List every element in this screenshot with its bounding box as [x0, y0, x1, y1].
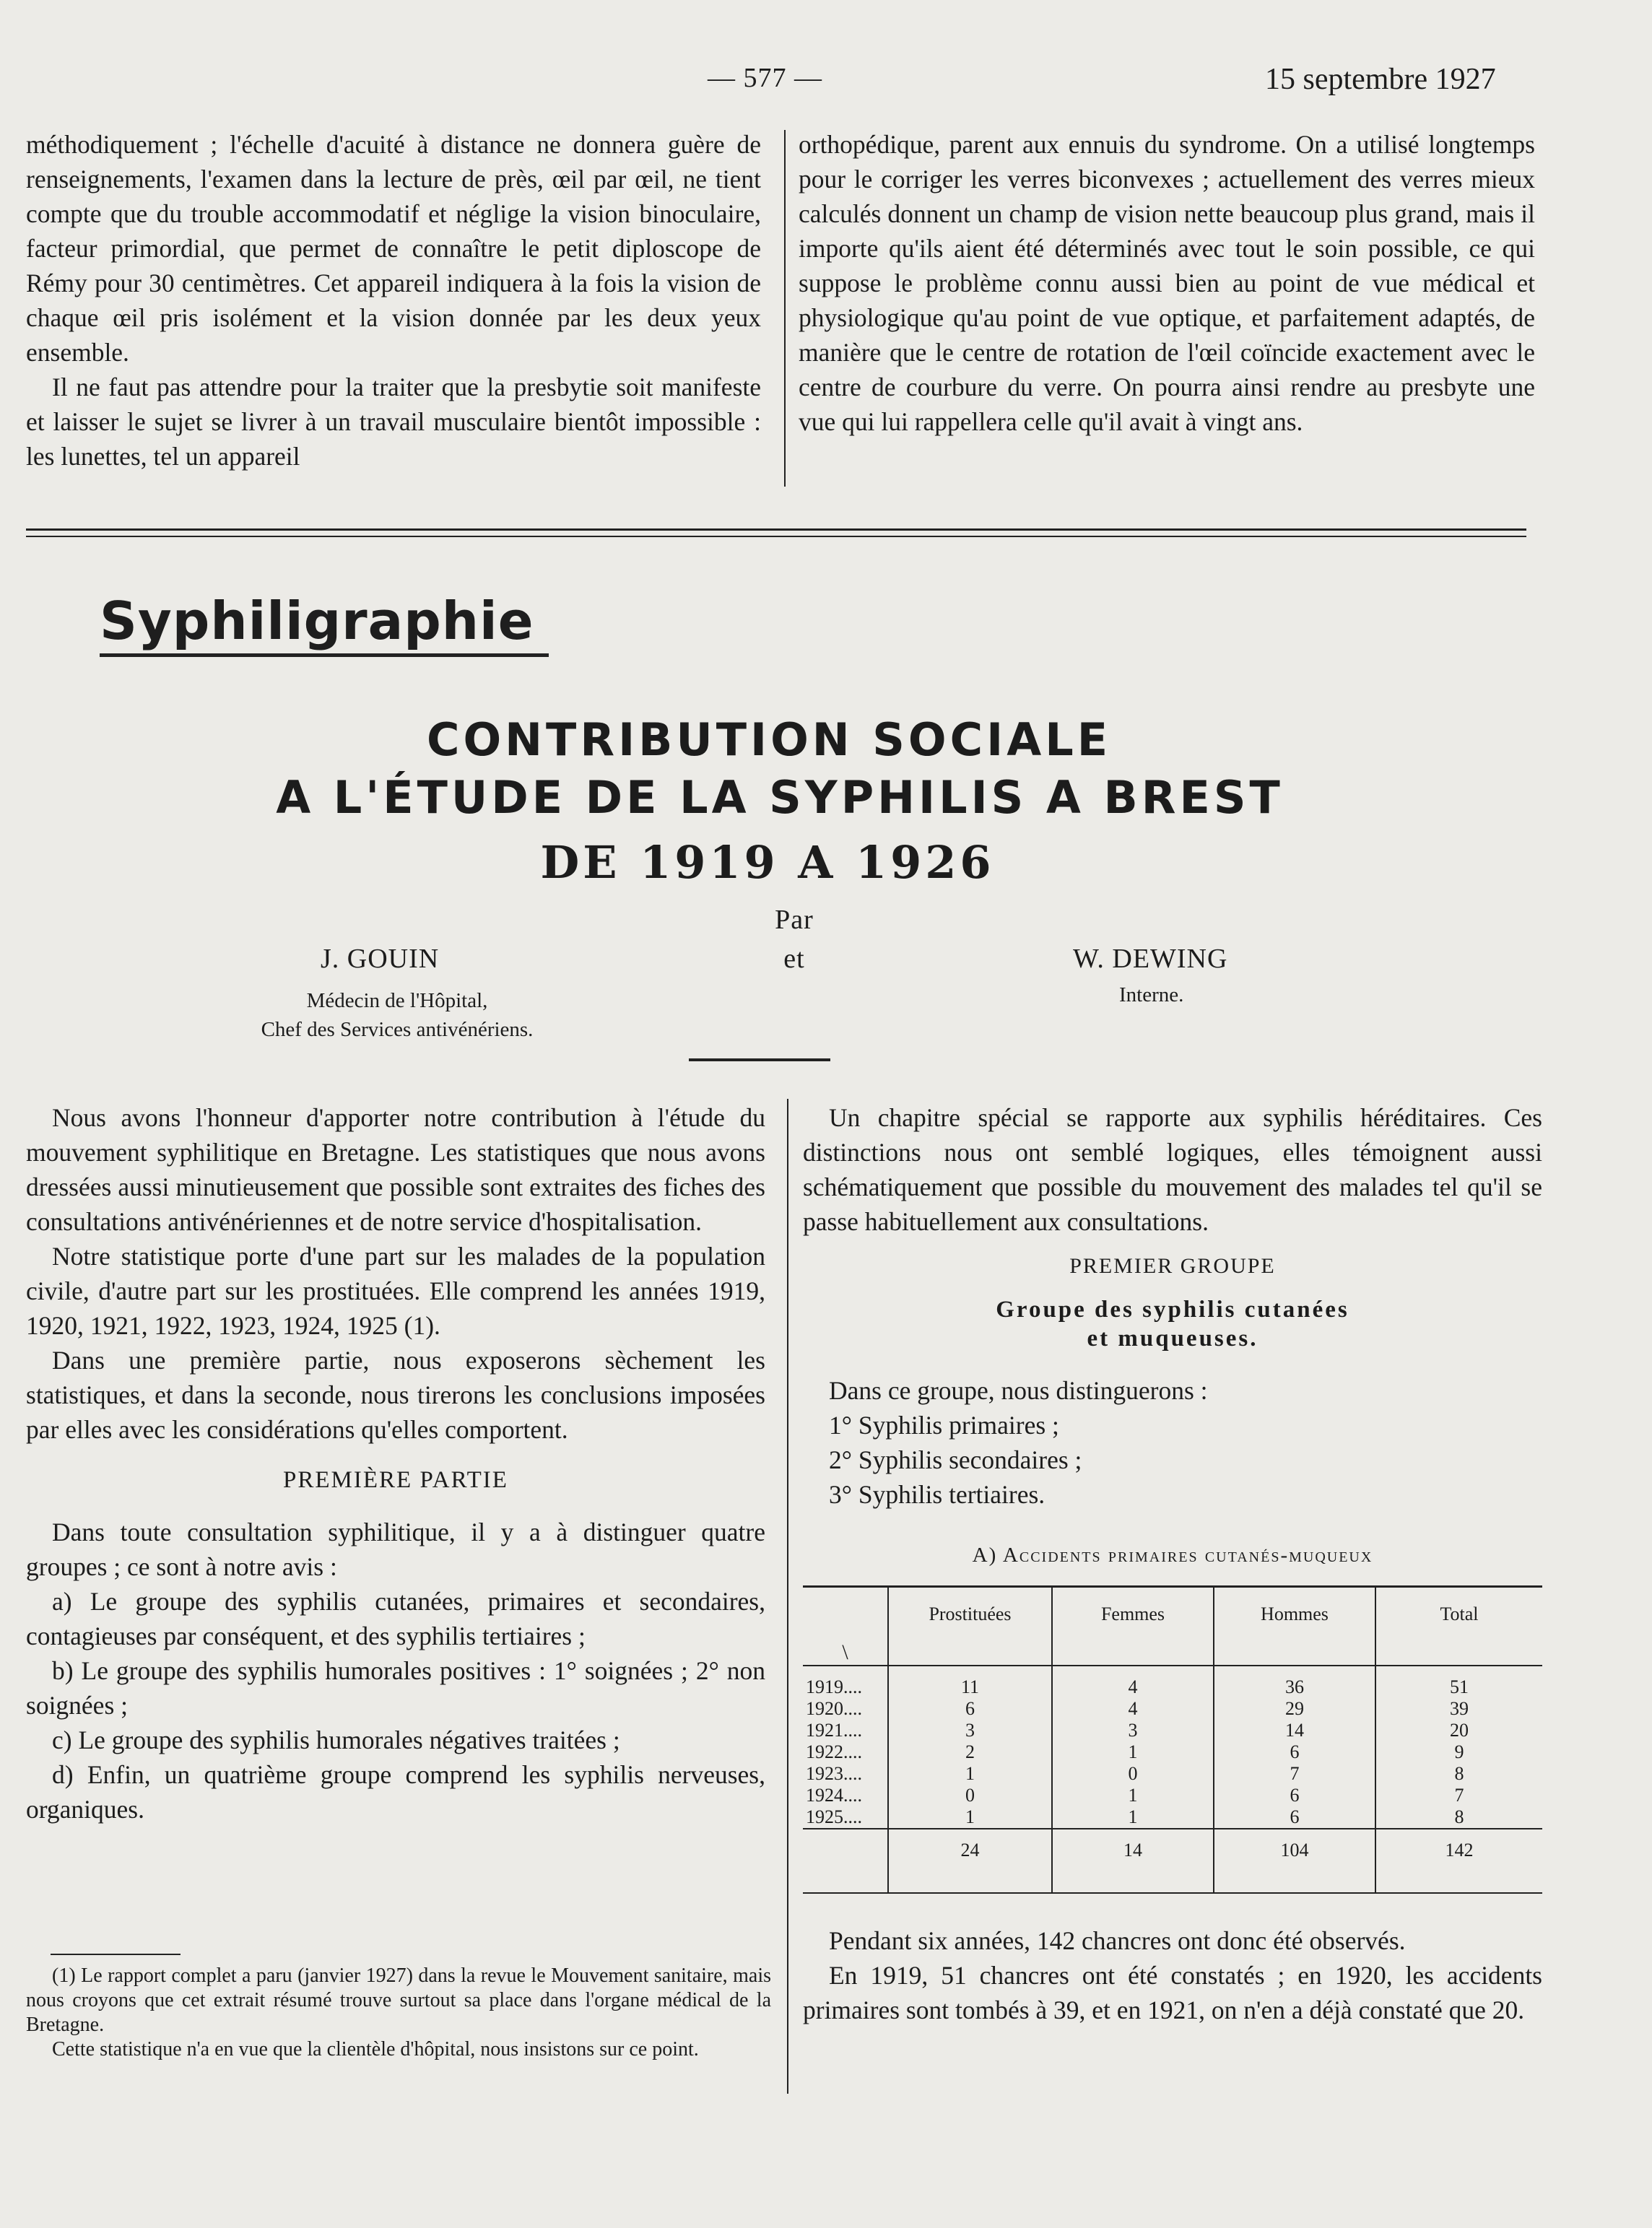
paragraph: Notre statistique porte d'une part sur les malades de la population civile, d'autre part sur les prostituées. Elle comprend les années 1919, 1920, 1921, 1922, 1923, 1924, 1925 (1).: [26, 1242, 765, 1340]
table-cell: 6: [888, 1698, 1052, 1720]
table-total: 24: [888, 1829, 1052, 1871]
issue-date: 15 septembre 1927: [1265, 63, 1496, 96]
byline-par: Par: [775, 905, 814, 935]
table-row: [803, 1763, 1542, 1785]
table-row-year: 1919....: [806, 1676, 862, 1697]
table-cell: 0: [888, 1785, 1052, 1806]
table-cell: 14: [1214, 1720, 1375, 1741]
footnotes: [26, 1964, 771, 2062]
table-row: [803, 1698, 1542, 1720]
paragraph: Dans ce groupe, nous distinguerons :: [829, 1376, 1208, 1405]
footnote: Cette statistique n'a en vue que la clientèle d'hôpital, nous insistons sur ce point.: [52, 2038, 699, 2061]
group-subtitle-2: et muqueuses.: [1087, 1326, 1258, 1352]
table-total: 14: [1052, 1829, 1214, 1871]
table-row-year: 1921....: [806, 1720, 862, 1741]
table-cell: 39: [1375, 1698, 1542, 1720]
article-left-column: [26, 1100, 765, 1827]
table-cell: 1: [888, 1806, 1052, 1829]
table-cell: 6: [1214, 1806, 1375, 1829]
table-cell: 1: [1052, 1741, 1214, 1763]
author-1-name: J. GOUIN: [321, 944, 440, 974]
section-separator: [26, 528, 1526, 531]
paragraph: méthodiquement ; l'échelle d'acuité à distance ne donnera guère de renseignements, l'examen dans la lecture de près, œil par œil, ne tient compte que du trouble accommodatif et néglige la vision binoculaire, facteur primordial, que permet de connaître le petit diploscope de Rémy pour 30 centimètres. Cet appareil indiquera à la fois la vision de chaque œil pris isolément et la vision donnée par les deux yeux ensemble.: [26, 130, 761, 367]
author-2-name: W. DEWING: [1073, 944, 1228, 974]
table-cell: 8: [1375, 1806, 1542, 1829]
statistics-table: [803, 1585, 1542, 1894]
group-item: c) Le groupe des syphilis humorales négatives traitées ;: [52, 1726, 620, 1754]
footnote: (1) Le rapport complet a paru (janvier 1927) dans la revue le Mouvement sanitaire, mais nous croyons que cet extrait résumé trouve surtout sa place dans l'organe médical de la Bretagne.: [26, 1964, 771, 2036]
table-caption: A) Accidents primaires cutanés-muqueux: [972, 1544, 1373, 1567]
article-title-line-3: DE 1919 A 1926: [540, 836, 995, 889]
footnote-rule: [51, 1954, 181, 1955]
paragraph: Pendant six années, 142 chancres ont donc été observés.: [829, 1926, 1406, 1955]
list-item: 1° Syphilis primaires ;: [829, 1411, 1059, 1440]
article-right-column: [803, 1100, 1542, 1512]
paragraph: Il ne faut pas attendre pour la traiter que la presbytie soit manifeste et laisser le sujet se livrer à un travail musculaire bientôt impossible : les lunettes, tel un appareil: [26, 373, 761, 471]
table-cell: 1: [1052, 1806, 1214, 1829]
byline-et: et: [783, 944, 805, 974]
table-cell: 7: [1214, 1763, 1375, 1785]
paragraph: orthopédique, parent aux ennuis du syndrome. On a utilisé longtemps pour le corriger les verres biconvexes ; actuellement des verres mieux calculés donnent un champ de vision nette beaucoup plus grand, mais il importe qu'ils aient été déterminés avec tout le soin possible, ce qui suppose le problème connu aussi bien au point de vue médical et physiologique qu'au point de vue optique, et parfaitement adaptés, de manière que le centre de rotation de l'œil coïncide exactement avec le centre de courbure du verre. On pourra ainsi rendre au presbyte une vue qui lui rappellera celle qu'il avait à vingt ans.: [799, 130, 1535, 436]
table-cell: 4: [1052, 1698, 1214, 1720]
group-item: b) Le groupe des syphilis humorales positives : 1° soignées ; 2° non soignées ;: [26, 1656, 765, 1720]
table-cell: 36: [1214, 1666, 1375, 1698]
top-article-left-column: [26, 127, 761, 474]
table-header: Hommes: [1214, 1588, 1375, 1666]
part-heading: PREMIÈRE PARTIE: [283, 1467, 508, 1493]
list-item: 2° Syphilis secondaires ;: [829, 1445, 1082, 1474]
group-item: d) Enfin, un quatrième groupe comprend les syphilis nerveuses, organiques.: [26, 1760, 765, 1824]
table-cell: 2: [888, 1741, 1052, 1763]
table-row: [803, 1785, 1542, 1806]
column-divider: [784, 130, 786, 487]
article-title-line-1: CONTRIBUTION SOCIALE: [426, 713, 1112, 766]
table-bottom-rule: [803, 1892, 1542, 1894]
group-heading: PREMIER GROUPE: [1069, 1254, 1276, 1278]
author-1-role-2: Chef des Services antivénériens.: [261, 1018, 534, 1041]
table-row-year: 1923....: [806, 1763, 862, 1784]
table-cell: 6: [1214, 1741, 1375, 1763]
page-number: — 577 —: [708, 63, 822, 93]
table-cell: 7: [1375, 1785, 1542, 1806]
table-cell: 3: [1052, 1720, 1214, 1741]
column-divider: [787, 1099, 788, 2094]
section-rubric: Syphiligraphie: [100, 591, 534, 651]
table-row: [803, 1666, 1542, 1698]
table-header: Femmes: [1052, 1588, 1214, 1666]
table-cell: 11: [888, 1666, 1052, 1698]
table-total: 142: [1375, 1829, 1542, 1871]
group-subtitle: Groupe des syphilis cutanées: [996, 1297, 1349, 1323]
paragraph: Nous avons l'honneur d'apporter notre contribution à l'étude du mouvement syphilitique en Bretagne. Les statistiques que nous avons dressées aussi minutieusement que possible sont extraites des fiches des consultations antivénériennes et de notre service d'hospitalisation.: [26, 1103, 765, 1236]
group-item: a) Le groupe des syphilis cutanées, primaires et secondaires, contagieuses par conséquent, et des syphilis tertiaires ;: [26, 1587, 765, 1650]
table-row: [803, 1741, 1542, 1763]
table-cell: 1: [888, 1763, 1052, 1785]
table-cell: 3: [888, 1720, 1052, 1741]
table-row-year: 1920....: [806, 1698, 862, 1719]
table-cell: 4: [1052, 1666, 1214, 1698]
table-cell: 0: [1052, 1763, 1214, 1785]
author-1-role: Médecin de l'Hôpital,: [306, 989, 488, 1012]
article-title-line-2: A L'ÉTUDE DE LA SYPHILIS A BREST: [276, 771, 1284, 824]
table-row: [803, 1806, 1542, 1829]
table-header: Prostituées: [888, 1588, 1052, 1666]
table-cell: 20: [1375, 1720, 1542, 1741]
table-row-year: 1922....: [806, 1741, 862, 1762]
table-cell: 6: [1214, 1785, 1375, 1806]
table-corner: \: [842, 1640, 848, 1664]
top-article-right-column: [799, 127, 1535, 439]
table-cell: 1: [1052, 1785, 1214, 1806]
title-rule: [689, 1058, 830, 1061]
table-total-label: [803, 1829, 888, 1871]
author-2-role: Interne.: [1119, 983, 1184, 1006]
section-separator-thin: [26, 536, 1526, 537]
table-cell: 9: [1375, 1741, 1542, 1763]
list-item: 3° Syphilis tertiaires.: [829, 1480, 1045, 1509]
article-right-column-continued: [803, 1923, 1542, 2027]
table-row: [803, 1720, 1542, 1741]
paragraph: Dans une première partie, nous exposerons sèchement les statistiques, et dans la seconde, nous tirerons les conclusions imposées par elles avec les considérations qu'elles comportent.: [26, 1346, 765, 1444]
paragraph: En 1919, 51 chancres ont été constatés ; en 1920, les accidents primaires sont tombés à 39, et en 1921, on n'en a déjà constaté que 20.: [803, 1961, 1542, 2024]
paragraph: Dans toute consultation syphilitique, il y a à distinguer quatre groupes ; ce sont à notre avis :: [26, 1518, 765, 1581]
table-header: Total: [1375, 1588, 1542, 1666]
table-cell: 51: [1375, 1666, 1542, 1698]
table-row-year: 1925....: [806, 1806, 862, 1827]
paragraph: Un chapitre spécial se rapporte aux syphilis héréditaires. Ces distinctions nous ont semblé logiques, elles témoignent aussi schématiquement que possible du mouvement des malades tel qu'il se passe habituellement aux consultations.: [803, 1103, 1542, 1236]
table-cell: 29: [1214, 1698, 1375, 1720]
table-total: 104: [1214, 1829, 1375, 1871]
table-cell: 8: [1375, 1763, 1542, 1785]
rubric-underline: [100, 653, 549, 657]
table-row-year: 1924....: [806, 1785, 862, 1806]
